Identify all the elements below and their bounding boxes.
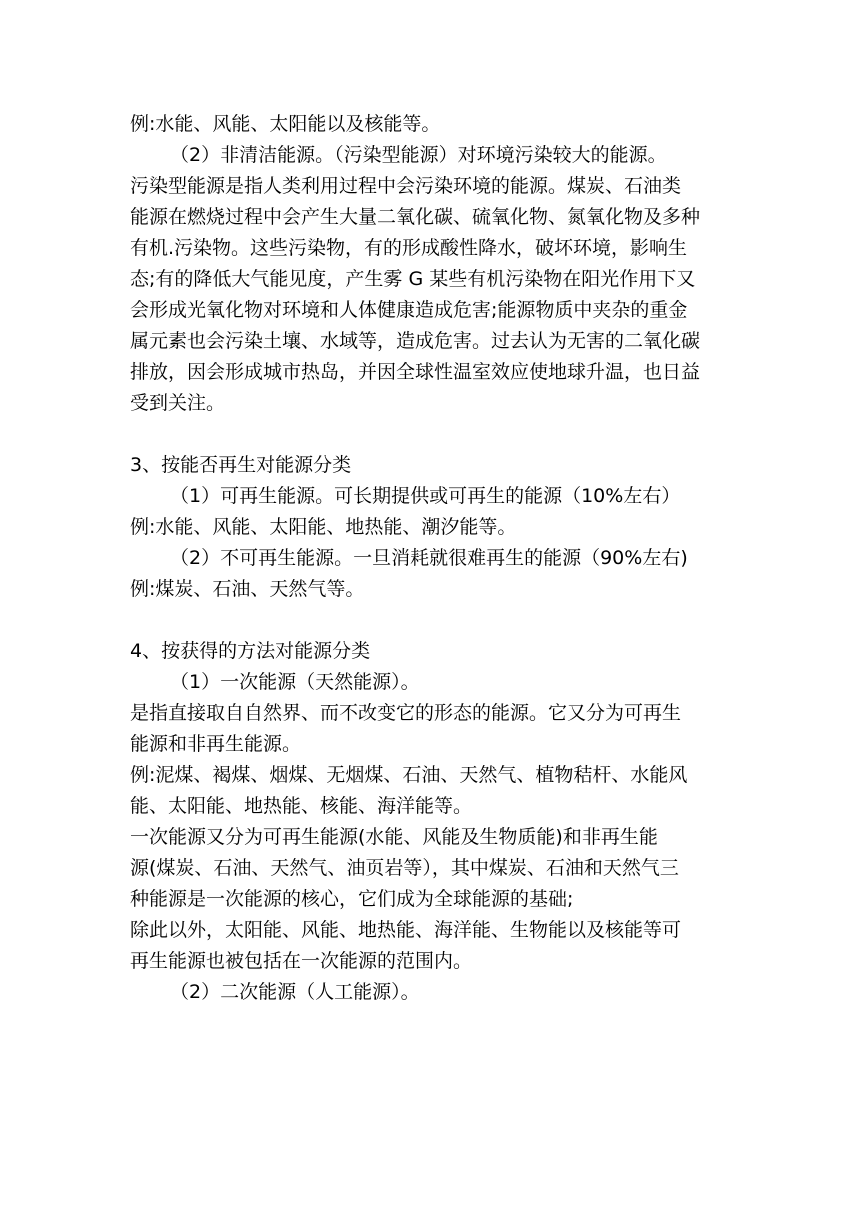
text-line: 能源和非再生能源。 [130, 733, 302, 755]
section-heading: 4、按获得的方法对能源分类 [130, 640, 371, 662]
text-line: 受到关注。 [130, 392, 226, 414]
text-line: 例:水能、风能、太阳能、地热能、潮汐能等。 [130, 516, 517, 538]
text-line: 会形成光氧化物对环境和人体健康造成危害;能源物质中夹杂的重金 [130, 299, 688, 321]
document-body [130, 109, 740, 1008]
paragraph-gap [130, 605, 740, 636]
text-line: 一次能源又分为可再生能源(水能、风能及生物质能)和非再生能 [130, 826, 658, 848]
paragraph-gap [130, 419, 740, 450]
text-line: 例:泥煤、褐煤、烟煤、无烟煤、石油、天然气、植物秸杆、水能风 [130, 764, 688, 786]
text-line: （2）不可再生能源。一旦消耗就很难再生的能源（90%左右) [170, 547, 688, 569]
section-heading: 3、按能否再生对能源分类 [130, 454, 352, 476]
text-line: （1）可再生能源。可长期提供或可再生的能源（10%左右） [170, 485, 681, 507]
text-line: 是指直接取自自然界、而不改变它的形态的能源。它又分为可再生 [130, 702, 682, 724]
text-line: 属元素也会污染土壤、水域等，造成危害。过去认为无害的二氧化碳 [130, 330, 701, 352]
text-line: 有机.污染物。这些污染物，有的形成酸性降水，破坏环境，影响生 [130, 237, 688, 259]
text-line: （1）一次能源（天然能源）。 [170, 671, 420, 693]
text-line: 源(煤炭、石油、天然气、油页岩等），其中煤炭、石油和天然气三 [130, 857, 679, 879]
text-line: 再生能源也被包括在一次能源的范围内。 [130, 950, 473, 972]
text-line: （2）非清洁能源。（污染型能源）对环境污染较大的能源。 [170, 144, 667, 166]
text-line: 态;有的降低大气能见度，产生雾 G 某些有机污染物在阳光作用下又 [130, 268, 696, 290]
text-line: 排放，因会形成城市热岛，并因全球性温室效应使地球升温，也日益 [130, 361, 701, 383]
text-line: 除此以外，太阳能、风能、地热能、海洋能、生物能以及核能等可 [130, 919, 682, 941]
text-line: 能源在燃烧过程中会产生大量二氧化碳、硫氧化物、氮氧化物及多种 [130, 206, 701, 228]
text-line: 污染型能源是指人类利用过程中会污染环境的能源。煤炭、石油类 [130, 175, 682, 197]
text-line: 例:煤炭、石油、天然气等。 [130, 578, 365, 600]
text-line: （2）二次能源（人工能源）。 [170, 981, 420, 1003]
text-line: 能、太阳能、地热能、核能、海洋能等。 [130, 795, 473, 817]
text-line: 种能源是一次能源的核心，它们成为全球能源的基础; [130, 888, 574, 910]
text-line: 例:水能、风能、太阳能以及核能等。 [130, 113, 441, 135]
